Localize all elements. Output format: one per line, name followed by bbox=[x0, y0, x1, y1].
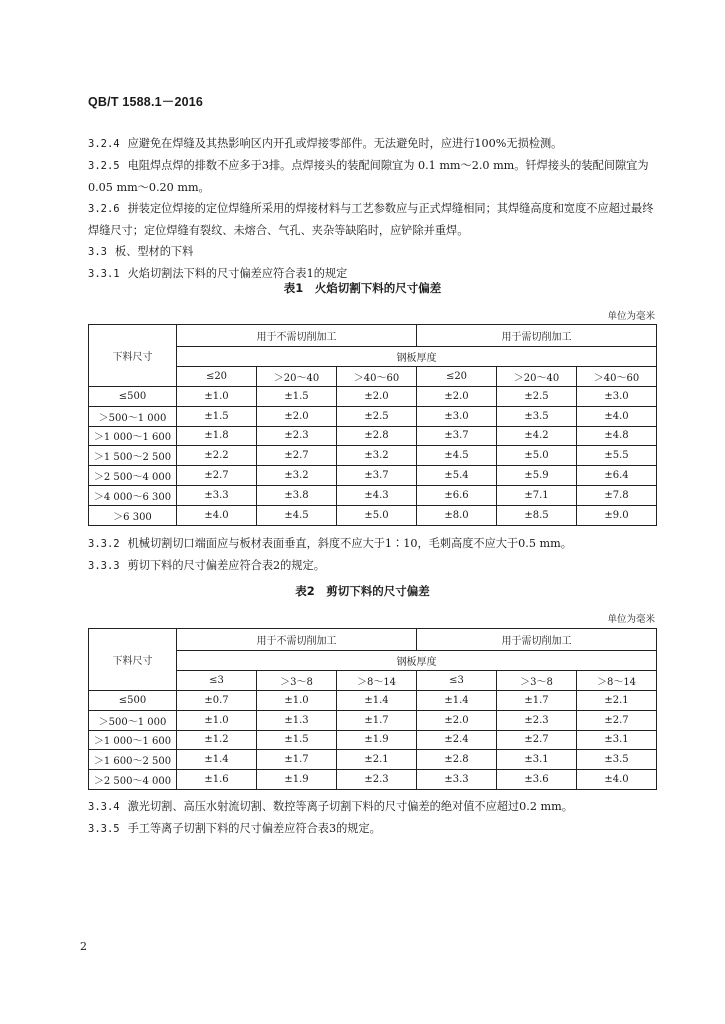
tolerance-cell: ±2.8 bbox=[417, 750, 497, 770]
tolerance-cell: ±1.7 bbox=[497, 691, 577, 711]
tolerance-cell: ±2.3 bbox=[337, 770, 417, 790]
tolerance-cell: ±3.3 bbox=[177, 485, 257, 505]
tolerance-cell: ±1.0 bbox=[177, 710, 257, 730]
tolerance-cell: ±8.0 bbox=[417, 505, 497, 525]
tolerance-cell: ±2.3 bbox=[257, 426, 337, 446]
tolerance-cell: ±3.0 bbox=[577, 387, 657, 407]
table2-unit: 单位为毫米 bbox=[607, 614, 655, 625]
tolerance-cell: ±4.3 bbox=[337, 485, 417, 505]
tolerance-cell: ±1.8 bbox=[177, 426, 257, 446]
clause-3-2-6 bbox=[88, 198, 658, 241]
tolerance-cell: ±1.0 bbox=[257, 691, 337, 711]
tolerance-cell: ±9.0 bbox=[577, 505, 657, 525]
tolerance-cell: ±3.5 bbox=[497, 406, 577, 426]
tolerance-cell: ±2.1 bbox=[337, 750, 417, 770]
table1-row-header: 下料尺寸 bbox=[89, 325, 177, 387]
clause-text: 激光切割、高压水射流切割、数控等离子切割下料的尺寸偏差的绝对值不应超过0.2 mm。 bbox=[127, 800, 573, 813]
table2-col: ＞3～8 bbox=[497, 671, 577, 691]
table-row bbox=[89, 426, 657, 446]
table-row bbox=[89, 750, 657, 770]
table1-caption: 表1 火焰切割下料的尺寸偏差 bbox=[283, 281, 442, 295]
table-row bbox=[89, 505, 657, 525]
table1-col: ≤20 bbox=[417, 367, 497, 387]
table1 bbox=[88, 324, 657, 526]
table1-col: ≤20 bbox=[177, 367, 257, 387]
tolerance-cell: ±5.0 bbox=[497, 446, 577, 466]
table2-caption: 表2 剪切下料的尺寸偏差 bbox=[295, 584, 430, 598]
table2-row-header: 下料尺寸 bbox=[89, 629, 177, 691]
tolerance-cell: ±3.5 bbox=[577, 750, 657, 770]
tolerance-cell: ±3.3 bbox=[417, 770, 497, 790]
tolerance-cell: ±2.8 bbox=[337, 426, 417, 446]
size-cell: ＞1 000～1 600 bbox=[89, 426, 177, 446]
clause-number: 3.3 bbox=[88, 246, 107, 258]
tolerance-cell: ±0.7 bbox=[177, 691, 257, 711]
clause-number: 3.3.5 bbox=[88, 823, 120, 835]
table1-col: ＞40～60 bbox=[337, 367, 417, 387]
tolerance-cell: ±5.4 bbox=[417, 466, 497, 486]
tolerance-cell: ±4.0 bbox=[577, 770, 657, 790]
tolerance-cell: ±2.3 bbox=[497, 710, 577, 730]
tolerance-cell: ±5.9 bbox=[497, 466, 577, 486]
table2-col: ＞8～14 bbox=[337, 671, 417, 691]
clause-number: 3.3.4 bbox=[88, 801, 120, 813]
size-cell: ≤500 bbox=[89, 691, 177, 711]
clause-text: 应避免在焊缝及其热影响区内开孔或焊接零部件。无法避免时，应进行100%无损检测。 bbox=[127, 137, 563, 150]
clauses-bottom bbox=[88, 796, 658, 840]
standard-code-header: QB/T 1588.1－2016 bbox=[88, 95, 204, 109]
tolerance-cell: ±4.8 bbox=[577, 426, 657, 446]
clause-3-3 bbox=[88, 241, 658, 263]
clause-number: 3.3.1 bbox=[88, 268, 120, 280]
tolerance-cell: ±1.2 bbox=[177, 730, 257, 750]
tolerance-cell: ±2.1 bbox=[577, 691, 657, 711]
tolerance-cell: ±4.5 bbox=[257, 505, 337, 525]
clause-number: 3.2.5 bbox=[88, 160, 120, 172]
size-cell: ＞2 500～4 000 bbox=[89, 466, 177, 486]
tolerance-cell: ±5.0 bbox=[337, 505, 417, 525]
tolerance-cell: ±1.6 bbox=[177, 770, 257, 790]
size-cell: ＞500～1 000 bbox=[89, 406, 177, 426]
table2-col: ≤3 bbox=[417, 671, 497, 691]
clause-text: 拼装定位焊接的定位焊缝所采用的焊接材料与工艺参数应与正式焊缝相同；其焊缝高度和宽度不应超过最终焊缝尺寸；定位焊缝有裂纹、未熔合、气孔、夹杂等缺陷时，应铲除并重焊。 bbox=[88, 202, 654, 237]
clause-3-2-4 bbox=[88, 133, 658, 155]
tolerance-cell: ±3.1 bbox=[497, 750, 577, 770]
tolerance-cell: ±3.2 bbox=[257, 466, 337, 486]
tolerance-cell: ±2.0 bbox=[337, 387, 417, 407]
tolerance-cell: ±8.5 bbox=[497, 505, 577, 525]
clause-number: 3.3.2 bbox=[88, 538, 120, 550]
clause-number: 3.2.4 bbox=[88, 138, 120, 150]
tolerance-cell: ±3.2 bbox=[337, 446, 417, 466]
table-row bbox=[89, 406, 657, 426]
table1-col: ＞40～60 bbox=[577, 367, 657, 387]
tolerance-cell: ±2.7 bbox=[577, 710, 657, 730]
clauses-top bbox=[88, 133, 658, 285]
table2-thickness-header: 钢板厚度 bbox=[177, 651, 657, 671]
clauses-mid bbox=[88, 533, 658, 577]
table1-col: ＞20～40 bbox=[257, 367, 337, 387]
table-row bbox=[89, 730, 657, 750]
clause-number: 3.3.3 bbox=[88, 560, 120, 572]
tolerance-cell: ±1.4 bbox=[417, 691, 497, 711]
table2-body bbox=[89, 691, 657, 790]
clause-3-3-4 bbox=[88, 796, 658, 818]
clause-number: 3.2.6 bbox=[88, 203, 120, 215]
tolerance-cell: ±2.7 bbox=[497, 730, 577, 750]
clause-text: 板、型材的下料 bbox=[114, 245, 194, 258]
clause-text: 手工等离子切割下料的尺寸偏差应符合表3的规定。 bbox=[127, 822, 381, 835]
table-row bbox=[89, 387, 657, 407]
tolerance-cell: ±1.4 bbox=[337, 691, 417, 711]
tolerance-cell: ±5.5 bbox=[577, 446, 657, 466]
tolerance-cell: ±1.3 bbox=[257, 710, 337, 730]
tolerance-cell: ±3.0 bbox=[417, 406, 497, 426]
tolerance-cell: ±2.7 bbox=[177, 466, 257, 486]
tolerance-cell: ±6.4 bbox=[577, 466, 657, 486]
table2-col: ＞3～8 bbox=[257, 671, 337, 691]
tolerance-cell: ±7.1 bbox=[497, 485, 577, 505]
table-row bbox=[89, 710, 657, 730]
tolerance-cell: ±1.5 bbox=[257, 387, 337, 407]
table-row bbox=[89, 446, 657, 466]
table2-col: ＞8～14 bbox=[577, 671, 657, 691]
size-cell: ＞2 500～4 000 bbox=[89, 770, 177, 790]
tolerance-cell: ±3.7 bbox=[337, 466, 417, 486]
size-cell: ＞500～1 000 bbox=[89, 710, 177, 730]
tolerance-cell: ±6.6 bbox=[417, 485, 497, 505]
tolerance-cell: ±4.5 bbox=[417, 446, 497, 466]
tolerance-cell: ±3.1 bbox=[577, 730, 657, 750]
clause-text: 电阻焊点焊的排数不应多于3排。点焊接头的装配间隙宜为 0.1 mm～2.0 mm。钎焊接头的装配间隙宜为 0.05 mm～0.20 mm。 bbox=[88, 159, 649, 194]
tolerance-cell: ±1.7 bbox=[257, 750, 337, 770]
page-number: 2 bbox=[80, 940, 87, 953]
size-cell: ＞6 300 bbox=[89, 505, 177, 525]
tolerance-cell: ±2.4 bbox=[417, 730, 497, 750]
table-row bbox=[89, 485, 657, 505]
clause-text: 机械切割切口端面应与板材表面垂直，斜度不应大于1∶10，毛刺高度不应大于0.5 mm。 bbox=[127, 537, 572, 550]
table-row bbox=[89, 691, 657, 711]
clause-3-3-5 bbox=[88, 818, 658, 840]
tolerance-cell: ±3.6 bbox=[497, 770, 577, 790]
tolerance-cell: ±2.7 bbox=[257, 446, 337, 466]
tolerance-cell: ±1.5 bbox=[177, 406, 257, 426]
tolerance-cell: ±1.5 bbox=[257, 730, 337, 750]
clause-3-2-5 bbox=[88, 155, 658, 198]
tolerance-cell: ±2.5 bbox=[497, 387, 577, 407]
table-row bbox=[89, 770, 657, 790]
table2 bbox=[88, 628, 657, 790]
table2-group-edge: 用于需切削加工 bbox=[417, 629, 657, 651]
tolerance-cell: ±4.0 bbox=[177, 505, 257, 525]
size-cell: ＞1 500～2 500 bbox=[89, 446, 177, 466]
tolerance-cell: ±2.5 bbox=[337, 406, 417, 426]
table-row bbox=[89, 466, 657, 486]
tolerance-cell: ±1.4 bbox=[177, 750, 257, 770]
tolerance-cell: ±4.2 bbox=[497, 426, 577, 446]
tolerance-cell: ±2.0 bbox=[417, 710, 497, 730]
size-cell: ≤500 bbox=[89, 387, 177, 407]
table1-thickness-header: 钢板厚度 bbox=[177, 347, 657, 367]
tolerance-cell: ±3.8 bbox=[257, 485, 337, 505]
tolerance-cell: ±1.9 bbox=[337, 730, 417, 750]
clause-3-3-3 bbox=[88, 555, 658, 577]
tolerance-cell: ±1.9 bbox=[257, 770, 337, 790]
tolerance-cell: ±1.0 bbox=[177, 387, 257, 407]
tolerance-cell: ±1.7 bbox=[337, 710, 417, 730]
tolerance-cell: ±7.8 bbox=[577, 485, 657, 505]
tolerance-cell: ±4.0 bbox=[577, 406, 657, 426]
tolerance-cell: ±2.0 bbox=[417, 387, 497, 407]
size-cell: ＞1 000～1 600 bbox=[89, 730, 177, 750]
tolerance-cell: ±3.7 bbox=[417, 426, 497, 446]
tolerance-cell: ±2.0 bbox=[257, 406, 337, 426]
table1-group-no-edge: 用于不需切削加工 bbox=[177, 325, 417, 347]
table1-col: ＞20～40 bbox=[497, 367, 577, 387]
table1-body bbox=[89, 387, 657, 526]
size-cell: ＞1 600～2 500 bbox=[89, 750, 177, 770]
clause-text: 火焰切割法下料的尺寸偏差应符合表1的规定 bbox=[127, 267, 348, 280]
table1-unit: 单位为毫米 bbox=[607, 311, 655, 322]
tolerance-cell: ±2.2 bbox=[177, 446, 257, 466]
clause-text: 剪切下料的尺寸偏差应符合表2的规定。 bbox=[127, 559, 325, 572]
clause-3-3-2 bbox=[88, 533, 658, 555]
table2-group-no-edge: 用于不需切削加工 bbox=[177, 629, 417, 651]
size-cell: ＞4 000～6 300 bbox=[89, 485, 177, 505]
table2-col: ≤3 bbox=[177, 671, 257, 691]
table1-group-edge: 用于需切削加工 bbox=[417, 325, 657, 347]
